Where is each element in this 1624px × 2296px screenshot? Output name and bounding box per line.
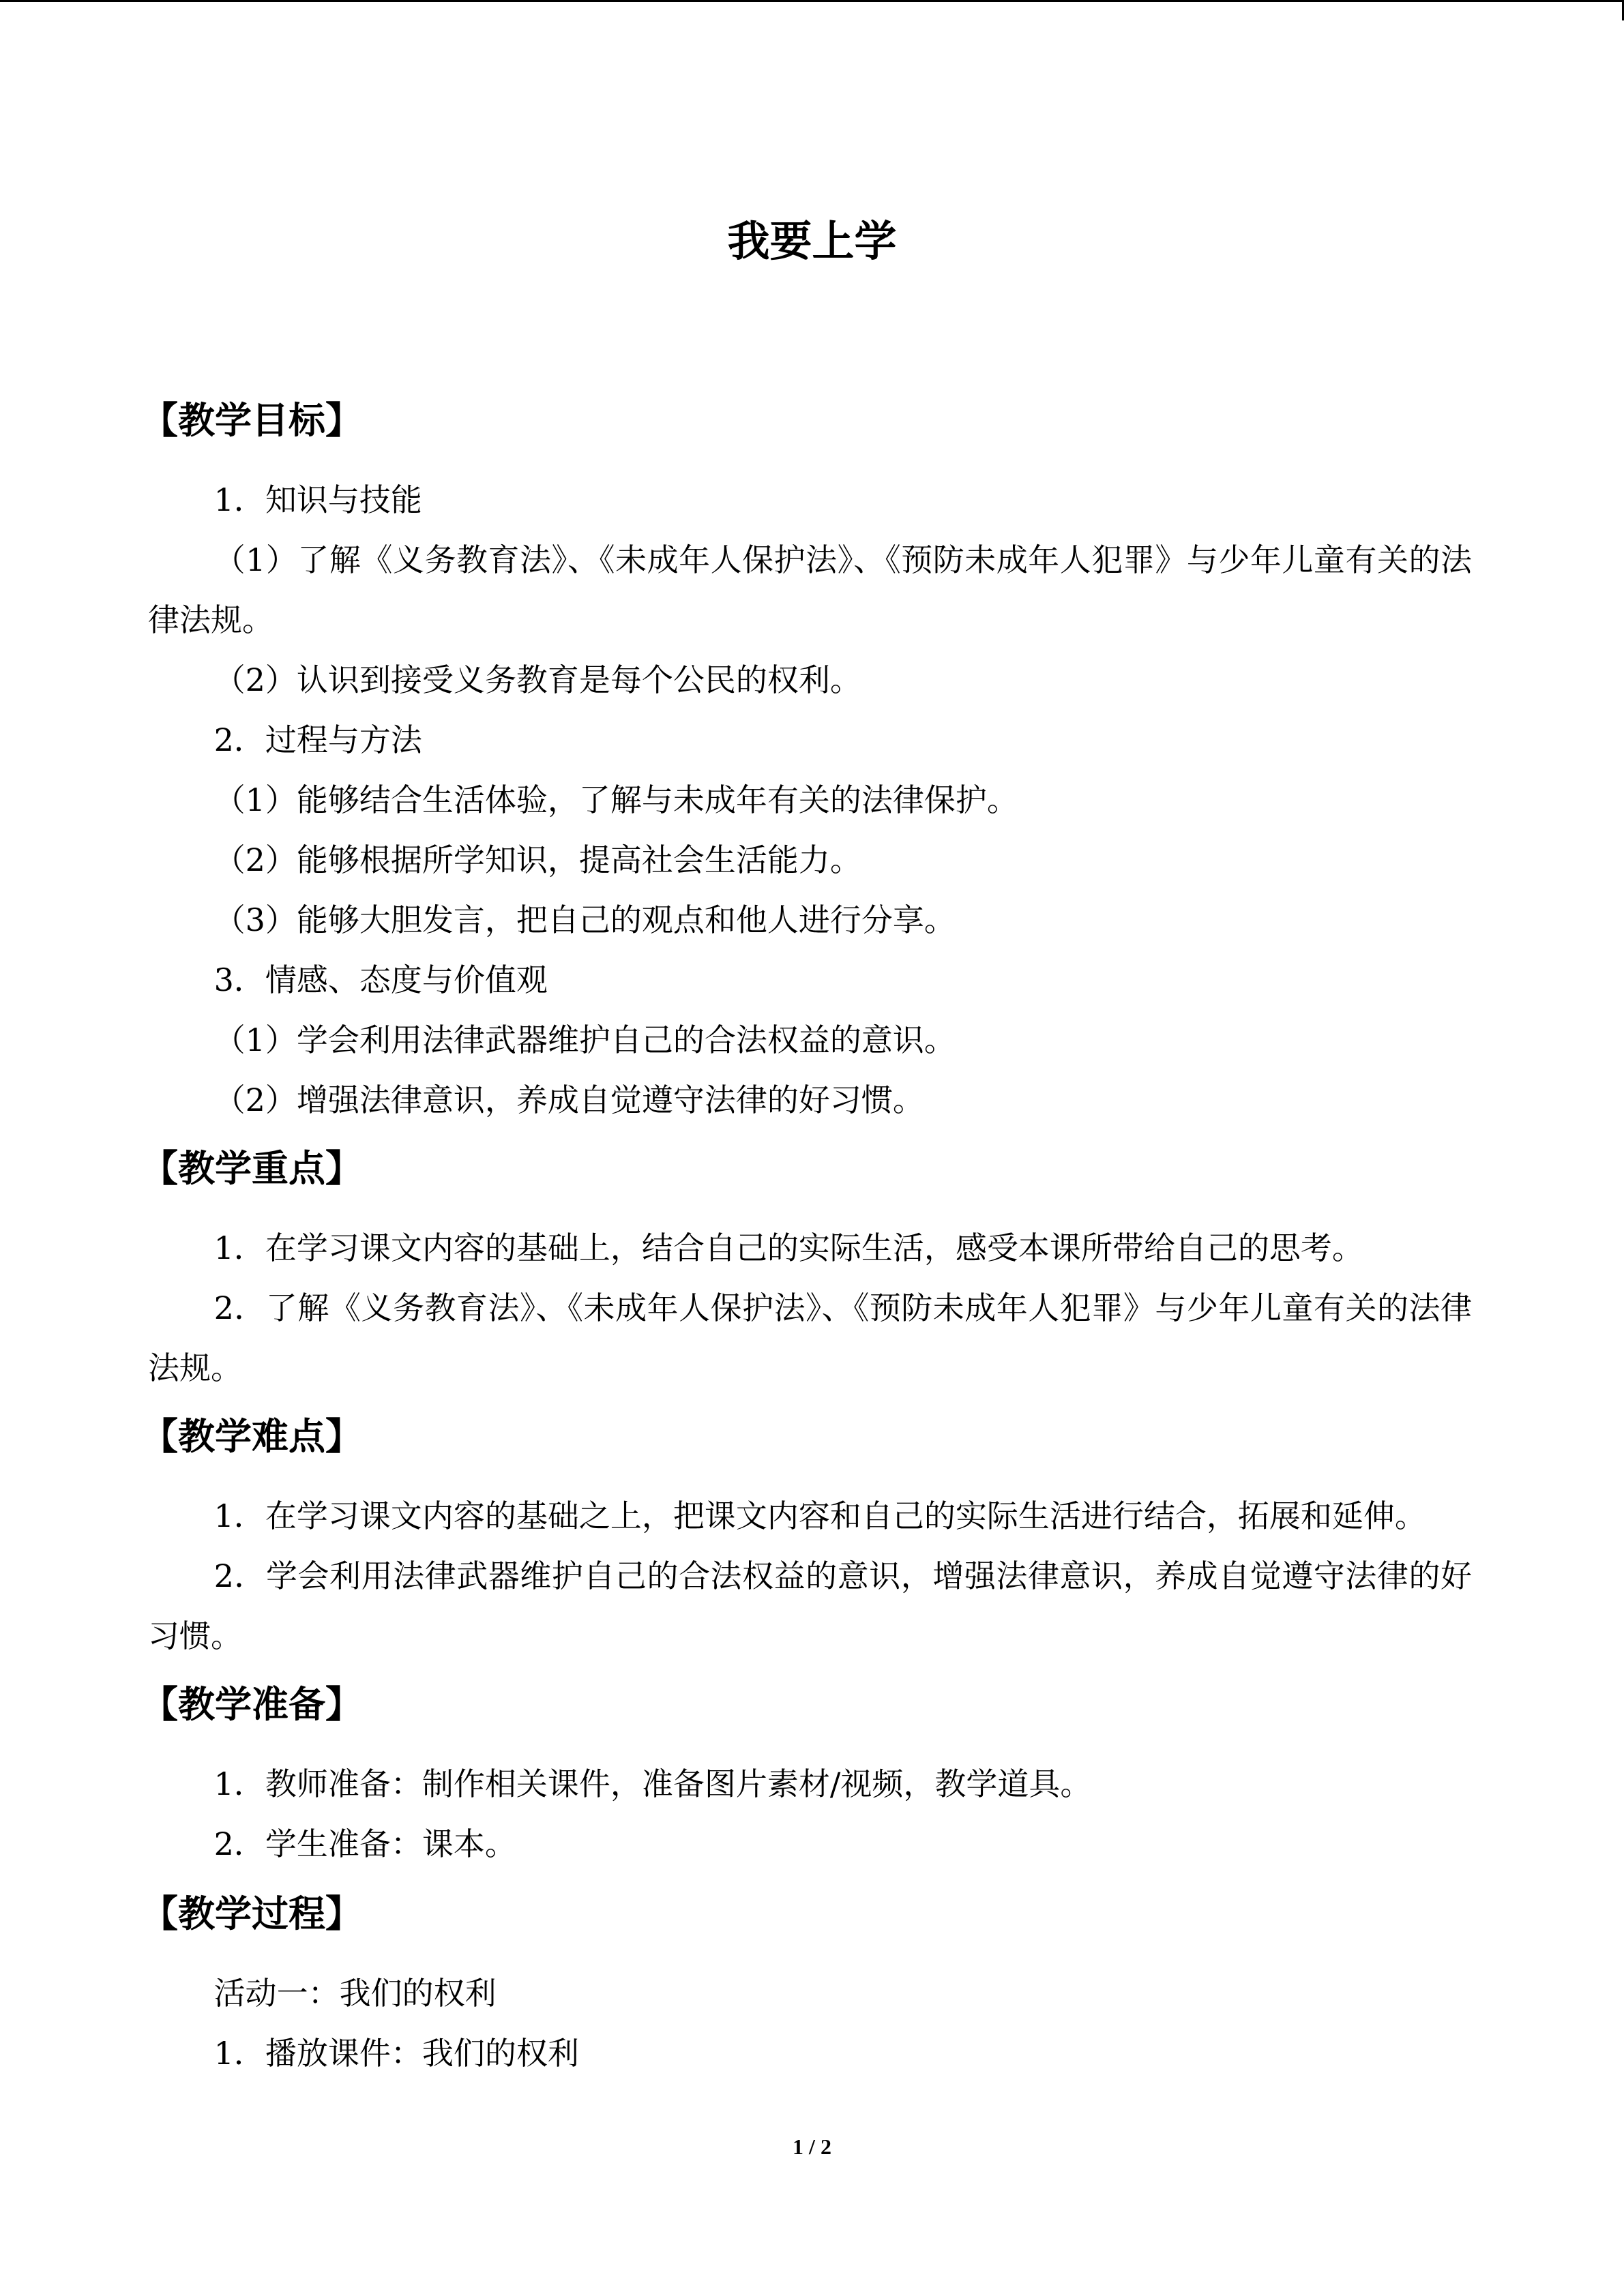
paragraph: 2．过程与方法	[213, 721, 422, 758]
paragraph: 1．知识与技能	[213, 481, 422, 518]
paragraph: 1．在学习课文内容的基础之上，把课文内容和自己的实际生活进行结合，拓展和延伸。	[213, 1497, 1426, 1534]
paragraph: 1．播放课件：我们的权利	[213, 2035, 579, 2072]
paragraph: 2．了解《义务教育法》、《未成年人保护法》、《预防未成年人犯罪》与少年儿童有关的法律法规。	[148, 1289, 1472, 1386]
section-teaching-objectives	[141, 386, 1472, 1130]
section-heading: 【教学难点】	[141, 1414, 362, 1458]
paragraph: 2．学生准备：课本。	[213, 1825, 516, 1862]
paragraph: （2）能够根据所学知识，提高社会生活能力。	[213, 841, 861, 878]
page-number: 1 / 2	[793, 2134, 831, 2159]
paragraph: （1）学会利用法律武器维护自己的合法权益的意识。	[213, 1022, 956, 1058]
paragraph: （3）能够大胆发言，把自己的观点和他人进行分享。	[213, 901, 956, 938]
section-preparation	[141, 1670, 1472, 1874]
section-process	[141, 1879, 1472, 2083]
paragraph: 3．情感、态度与价值观	[213, 961, 548, 998]
section-heading: 【教学目标】	[141, 398, 362, 442]
section-difficulties	[141, 1402, 1472, 1666]
paragraph: 1．教师准备：制作相关课件，准备图片素材/视频，教学道具。	[213, 1765, 1092, 1802]
paragraph: 2．学会利用法律武器维护自己的合法权益的意识，增强法律意识，养成自觉遵守法律的好习惯。	[148, 1557, 1472, 1654]
paragraph: （1）了解《义务教育法》、《未成年人保护法》、《预防未成年人犯罪》与少年儿童有关的法律法规。	[148, 541, 1472, 638]
section-heading: 【教学过程】	[141, 1892, 362, 1935]
section-heading: 【教学准备】	[141, 1682, 362, 1726]
page-border-top	[0, 0, 1624, 2]
paragraph: 1．在学习课文内容的基础上，结合自己的实际生活，感受本课所带给自己的思考。	[213, 1229, 1363, 1266]
section-heading: 【教学重点】	[141, 1146, 362, 1190]
paragraph: （2）认识到接受义务教育是每个公民的权利。	[213, 661, 861, 698]
paragraph: 活动一：我们的权利	[213, 1975, 497, 2012]
section-key-points	[141, 1134, 1472, 1398]
paragraph: （2）增强法律意识，养成自觉遵守法律的好习惯。	[213, 1082, 924, 1118]
document-title: 我要上学	[727, 216, 897, 266]
paragraph: （1）能够结合生活体验，了解与未成年有关的法律保护。	[213, 781, 1018, 818]
